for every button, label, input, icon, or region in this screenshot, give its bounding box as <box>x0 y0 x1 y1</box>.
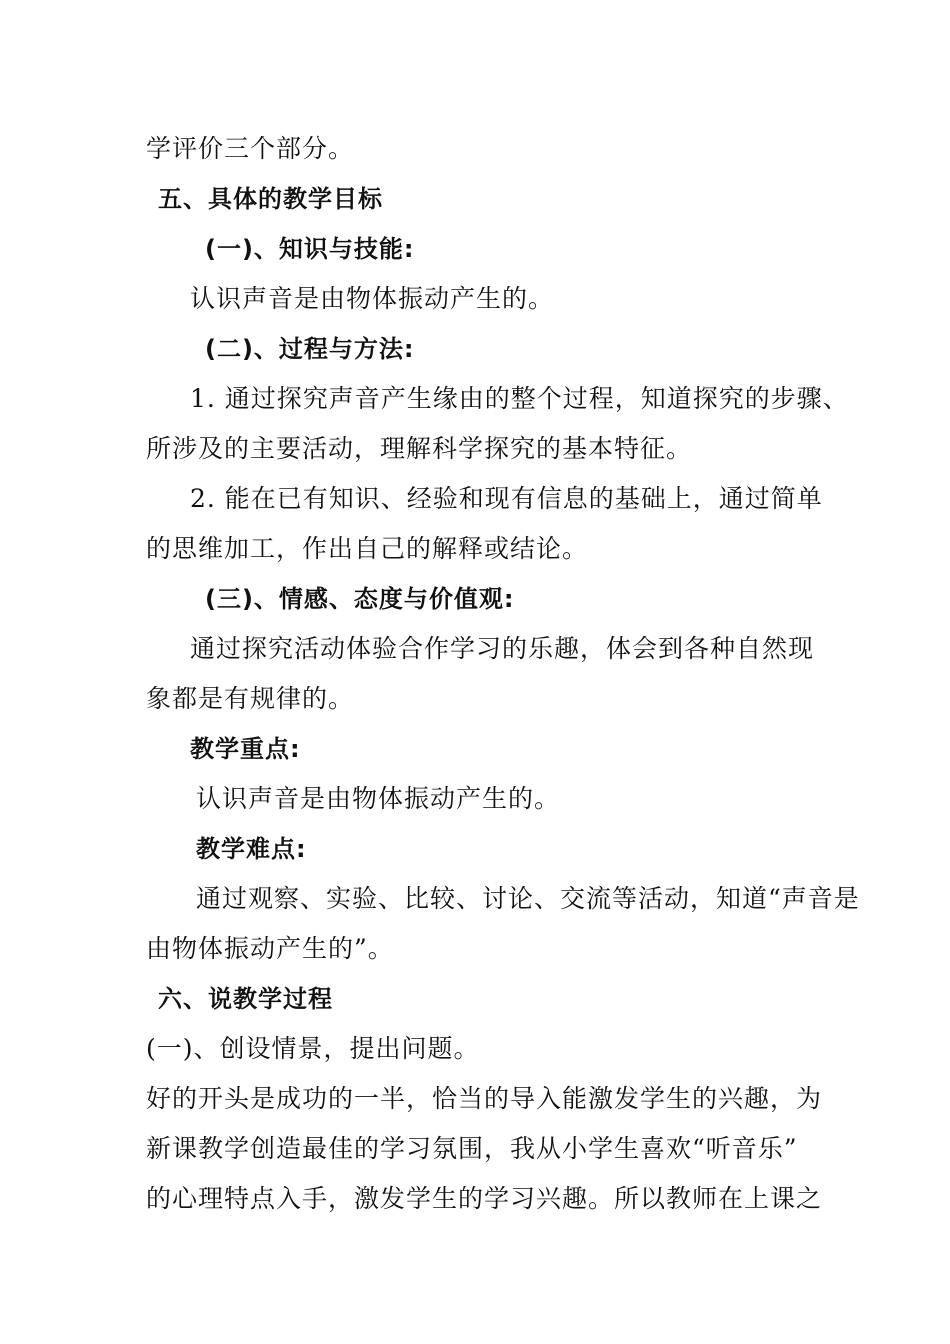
paragraph-line: 的心理特点入手，激发学生的学习兴趣。所以教师在上课之 <box>146 1184 823 1213</box>
paragraph-line: 新课教学创造最佳的学习氛围，我从小学生喜欢“听音乐” <box>146 1134 798 1163</box>
paragraph-line: 象都是有规律的。 <box>146 684 355 713</box>
subsection-heading: (二)、过程与方法: <box>205 335 415 363</box>
key-point-heading: 教学重点: <box>190 735 301 763</box>
paragraph-line: 通过探究活动体验合作学习的乐趣，体会到各种自然现 <box>190 634 815 663</box>
paragraph-line: 认识声音是由物体振动产生的。 <box>190 284 555 313</box>
paragraph-line: 由物体振动产生的”。 <box>146 934 394 963</box>
paragraph-line: 学评价三个部分。 <box>146 134 355 163</box>
paragraph-line: 认识声音是由物体振动产生的。 <box>196 784 561 813</box>
paragraph-line: 的思维加工，作出自己的解释或结论。 <box>146 534 589 563</box>
subsection-heading: (一)、知识与技能: <box>205 235 415 263</box>
paragraph-line: 所涉及的主要活动，理解科学探究的基本特征。 <box>146 434 693 463</box>
paragraph-line: 通过观察、实验、比较、讨论、交流等活动，知道“声音是 <box>196 884 860 913</box>
paragraph-line: 2. 能在已有知识、经验和现有信息的基础上，通过简单 <box>190 484 823 513</box>
subsection-heading: (三)、情感、态度与价值观: <box>205 585 515 613</box>
section-heading: 六、说教学过程 <box>158 985 333 1013</box>
paragraph-line: 1. 通过探究声音产生缘由的整个过程，知道探究的步骤、 <box>190 384 849 413</box>
difficulty-heading: 教学难点: <box>196 835 307 863</box>
paragraph-line: (一)、创设情景，提出问题。 <box>146 1034 480 1063</box>
section-heading: 五、具体的教学目标 <box>158 185 383 213</box>
paragraph-line: 好的开头是成功的一半，恰当的导入能激发学生的兴趣，为 <box>146 1084 823 1113</box>
